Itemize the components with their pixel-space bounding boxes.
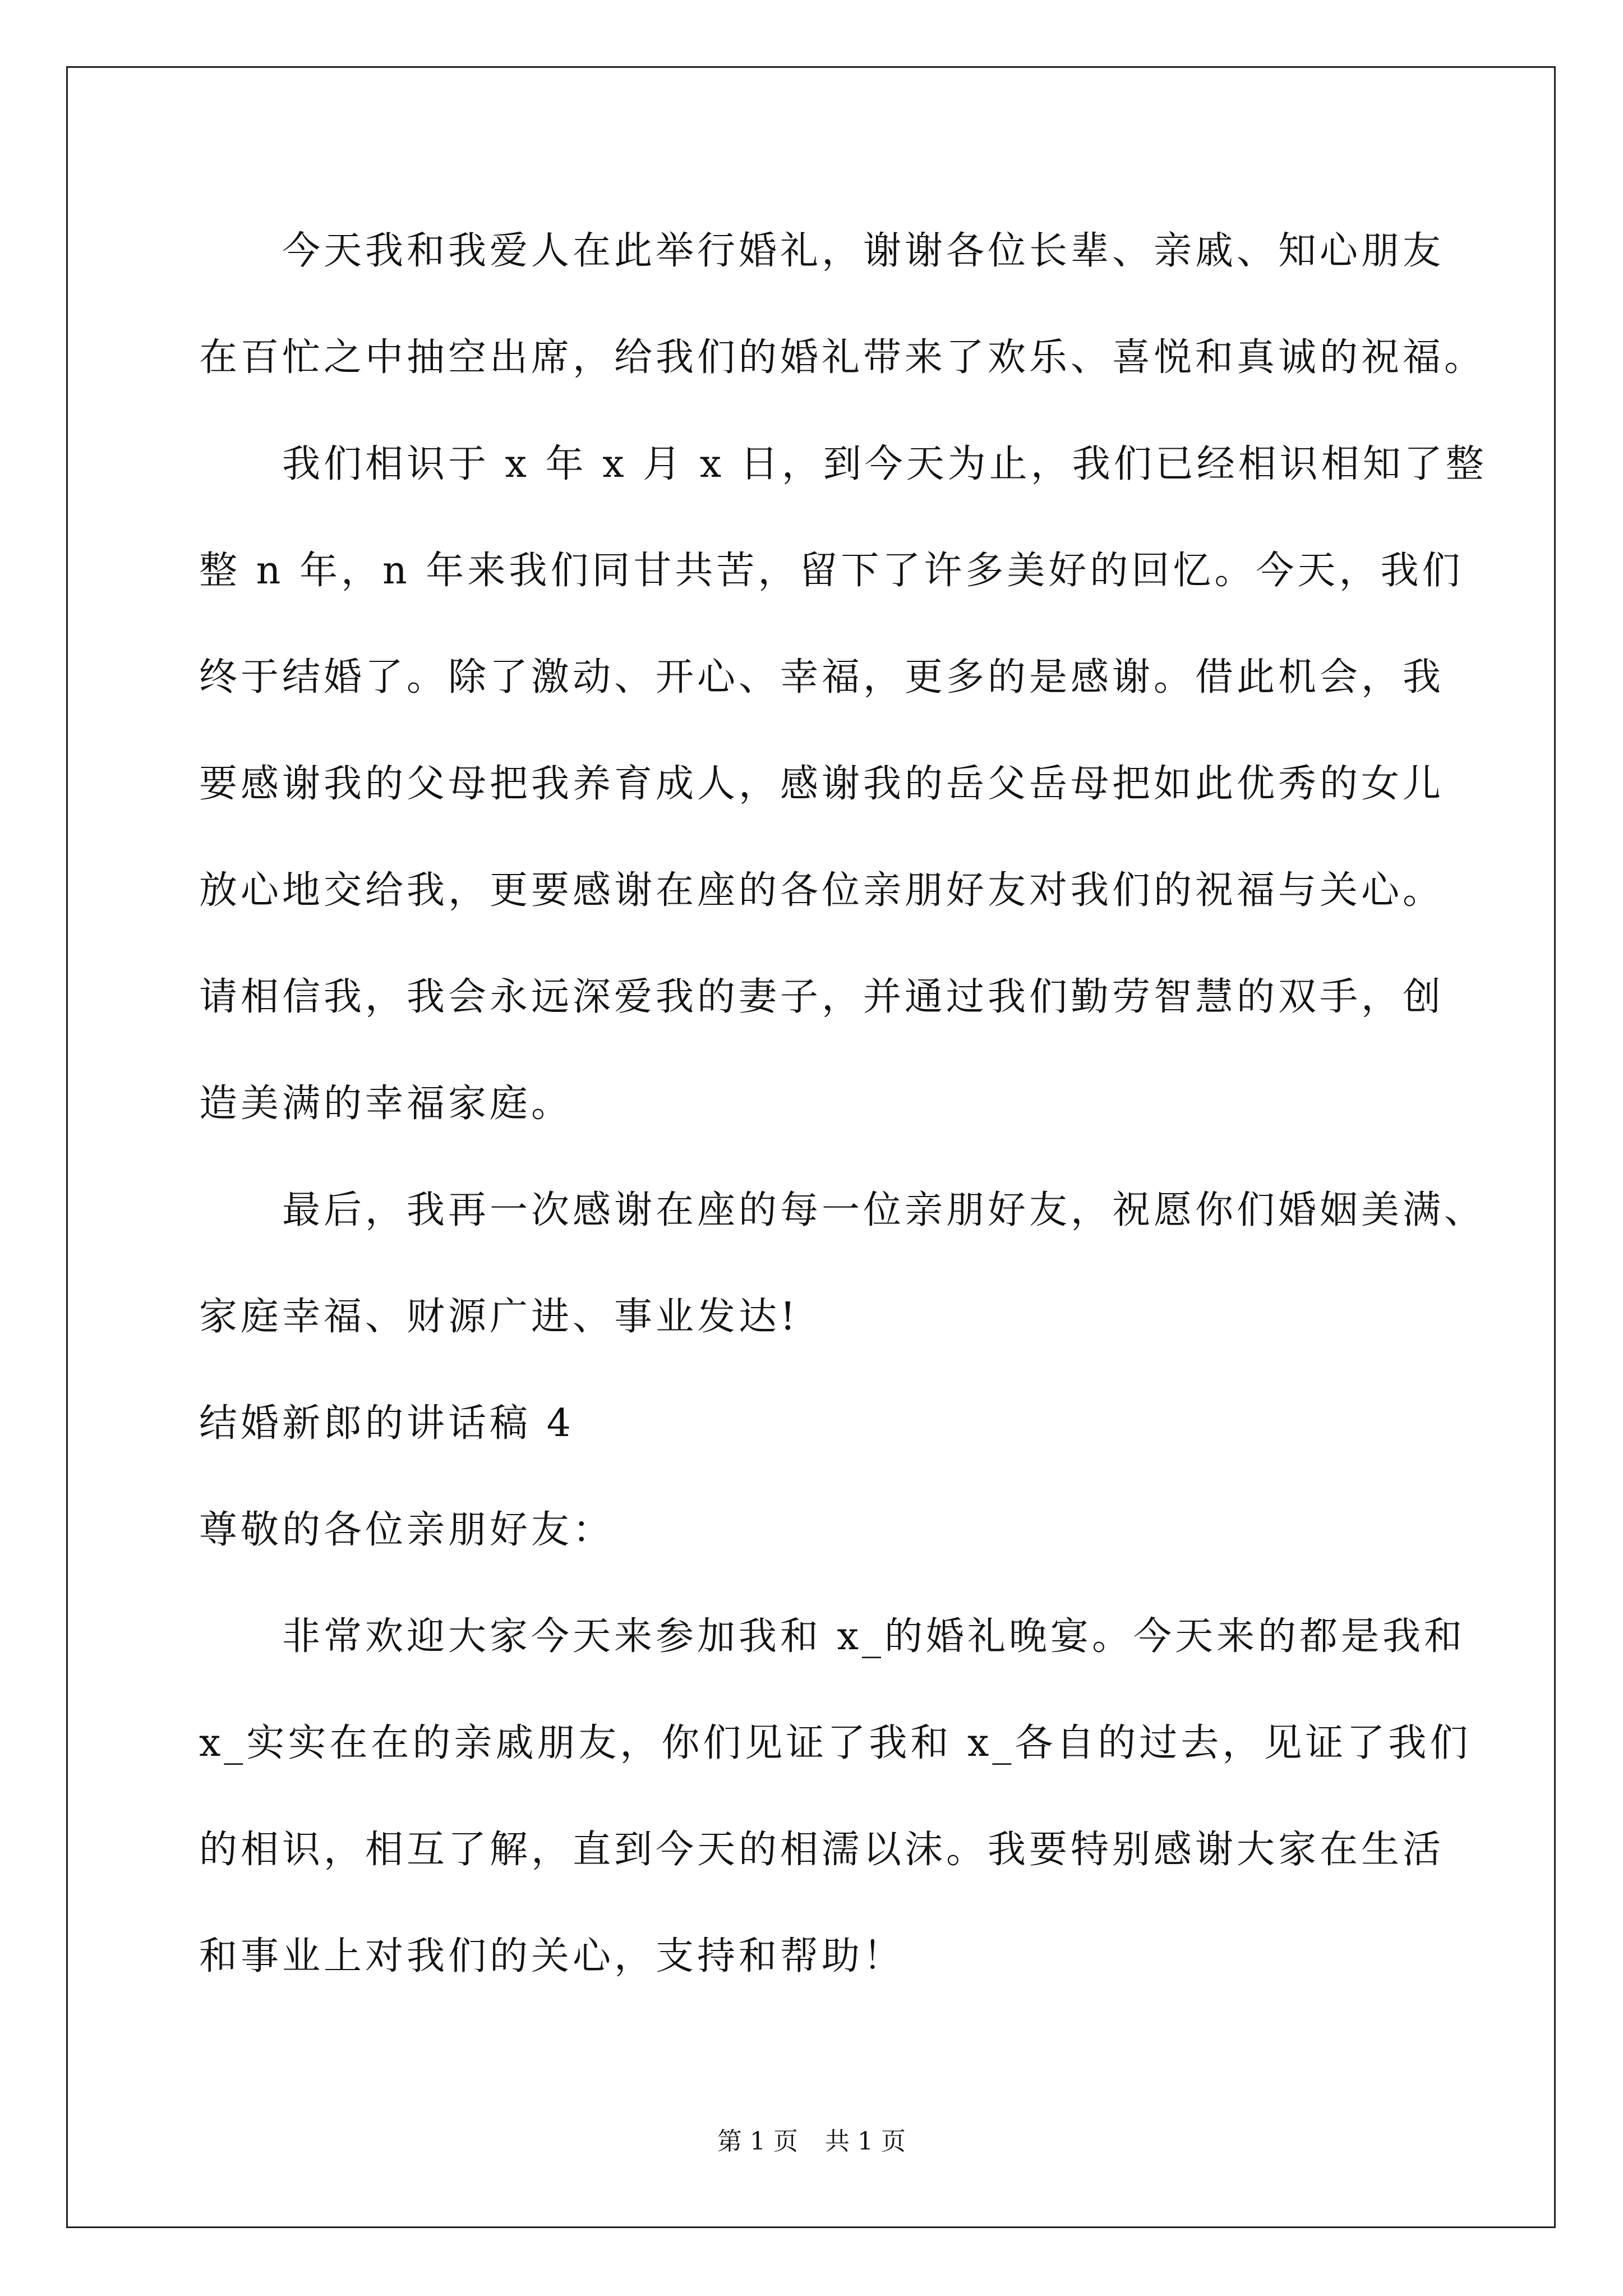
text-line: 在百忙之中抽空出席，给我们的婚礼带来了欢乐、喜悦和真诚的祝福。 <box>199 335 1486 380</box>
text-line: 最后，我再一次感谢在座的每一位亲朋好友，祝愿你们婚姻美满、 <box>282 1188 1486 1232</box>
text-line: 终于结婚了。除了激动、开心、幸福，更多的是感谢。借此机会，我 <box>199 655 1445 700</box>
text-line: 要感谢我的父母把我养育成人，感谢我的岳父岳母把如此优秀的女儿 <box>199 762 1445 806</box>
text-line: 家庭幸福、财源广进、事业发达! <box>199 1295 799 1339</box>
text-line: 我们相识于 x 年 x 月 x 日，到今天为止，我们已经相识相知了整 <box>282 442 1487 486</box>
text-line: 请相信我，我会永远深爱我的妻子，并通过我们勤劳智慧的双手，创 <box>199 975 1445 1019</box>
text-line: 非常欢迎大家今天来参加我和 x_的婚礼晚宴。今天来的都是我和 <box>282 1614 1465 1659</box>
page-number: 第 1 页 <box>717 2127 798 2156</box>
text-line: 整 n 年，n 年来我们同甘共苦，留下了许多美好的回忆。今天，我们 <box>199 549 1464 593</box>
text-line: 放心地交给我，更要感谢在座的各位亲朋好友对我们的祝福与关心。 <box>199 868 1445 913</box>
salutation: 尊敬的各位亲朋好友： <box>199 1508 615 1552</box>
page-footer <box>0 2125 1623 2159</box>
text-line: 造美满的幸福家庭。 <box>199 1082 573 1126</box>
text-line: 的相识，相互了解，直到今天的相濡以沫。我要特别感谢大家在生活 <box>199 1828 1445 1872</box>
document-body <box>199 223 1487 2035</box>
text-line: x_实实在在的亲戚朋友，你们见证了我和 x_各自的过去，见证了我们 <box>199 1721 1472 1765</box>
text-line: 今天我和我爱人在此举行婚礼，谢谢各位长辈、亲戚、知心朋友 <box>282 229 1445 273</box>
section-heading: 结婚新郎的讲话稿 4 <box>199 1401 574 1446</box>
text-line: 和事业上对我们的关心，支持和帮助！ <box>199 1934 905 1978</box>
page-total: 共 1 页 <box>825 2127 906 2156</box>
